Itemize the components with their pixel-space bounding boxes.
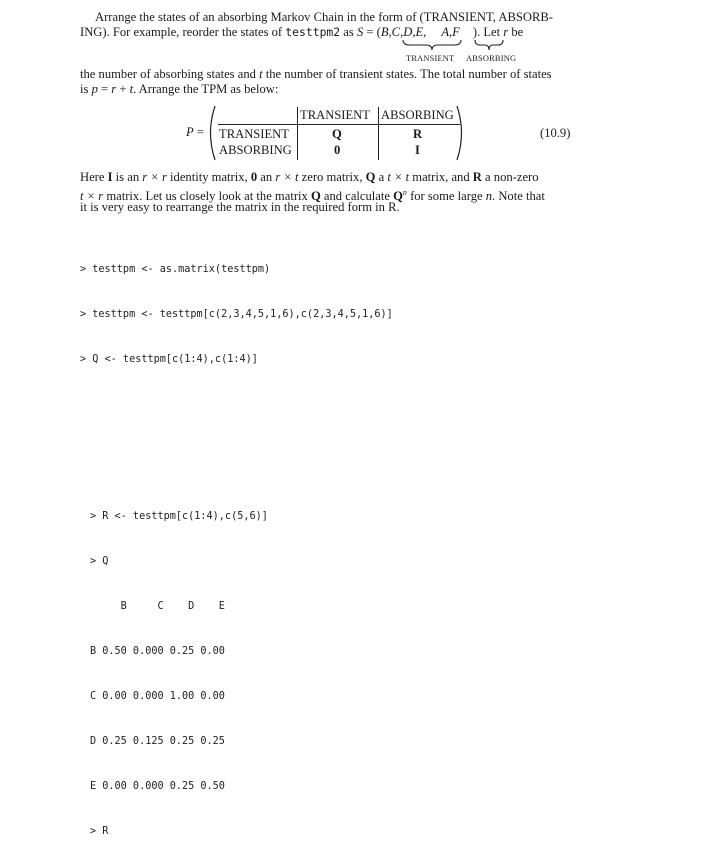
col-header-absorbing: ABSORBING: [381, 108, 454, 122]
underbrace-label-transient: TRANSIENT: [406, 54, 455, 63]
matrix-row: C 0.00 0.000 1.00 0.00: [90, 691, 225, 702]
equation-lhs: P =: [186, 125, 204, 139]
underbrace-label-absorbing: ABSORBING: [466, 54, 517, 63]
underbrace-transient: [402, 39, 462, 51]
code-line: > testtpm <- as.matrix(testtpm): [80, 264, 271, 275]
paragraph-1-line-1: Arrange the states of an absorbing Markov Chain in the form of (TRANSIENT, ABSORB-: [95, 10, 553, 24]
block-q: Q: [332, 127, 342, 141]
inline-code-testtpm2: testtpm2: [285, 25, 341, 39]
row-header-absorbing: ABSORBING: [219, 143, 292, 157]
matrix-row: D 0.25 0.125 0.25 0.25: [90, 736, 225, 747]
matrix-row: E 0.00 0.000 0.25 0.50: [90, 781, 225, 792]
hline-header: [218, 124, 460, 125]
matrix-row: B 0.50 0.000 0.25 0.00: [90, 646, 225, 657]
code-block-top: [80, 232, 393, 382]
paragraph-1-line-3: the number of absorbing states and t the number of transient states. The total number of states: [80, 67, 552, 81]
paragraph-2-line-1: Here I is an r × r identity matrix, 0 an r × t zero matrix, Q a t × t matrix, and R a non-zero: [80, 170, 539, 184]
block-identity: I: [415, 143, 420, 157]
code-line: > testtpm <- testtpm[c(2,3,4,5,1,6),c(2,3,4,5,1,6)]: [80, 309, 393, 320]
code-line: > Q <- testtpm[c(1:4),c(1:4)]: [80, 354, 258, 365]
block-r: R: [413, 127, 423, 141]
col-header-transient: TRANSIENT: [300, 108, 370, 122]
block-zero: 0: [334, 143, 341, 157]
paragraph-2-line-2: t × r matrix. Let us closely look at the matrix Q and calculate $Q^n$ for some large n. Note that: [80, 188, 545, 204]
matrix-header-row: B C D E: [90, 601, 225, 612]
code-line: > R: [90, 826, 109, 837]
equation-number: (10.9): [540, 126, 571, 140]
code-line: > Q: [90, 556, 109, 567]
vline-2: [378, 107, 379, 160]
row-header-transient: TRANSIENT: [219, 127, 289, 141]
vline-1: [297, 107, 298, 160]
paragraph-1-line-4: is p = r + t. Arrange the TPM as below:: [80, 82, 279, 96]
paragraph-1-line-2: ING). For example, reorder the states of testtpm2 as S = (B,C,D,E, A,F ). Let r be: [80, 25, 524, 39]
right-paren: [455, 105, 467, 161]
code-block-bottom: [90, 479, 268, 854]
paragraph-2-line-3: it is very easy to rearrange the matrix in the required form in R.: [80, 200, 400, 214]
underbrace-absorbing: [474, 39, 504, 51]
left-paren: [205, 105, 217, 161]
code-line: > R <- testtpm[c(1:4),c(5,6)]: [90, 511, 268, 522]
